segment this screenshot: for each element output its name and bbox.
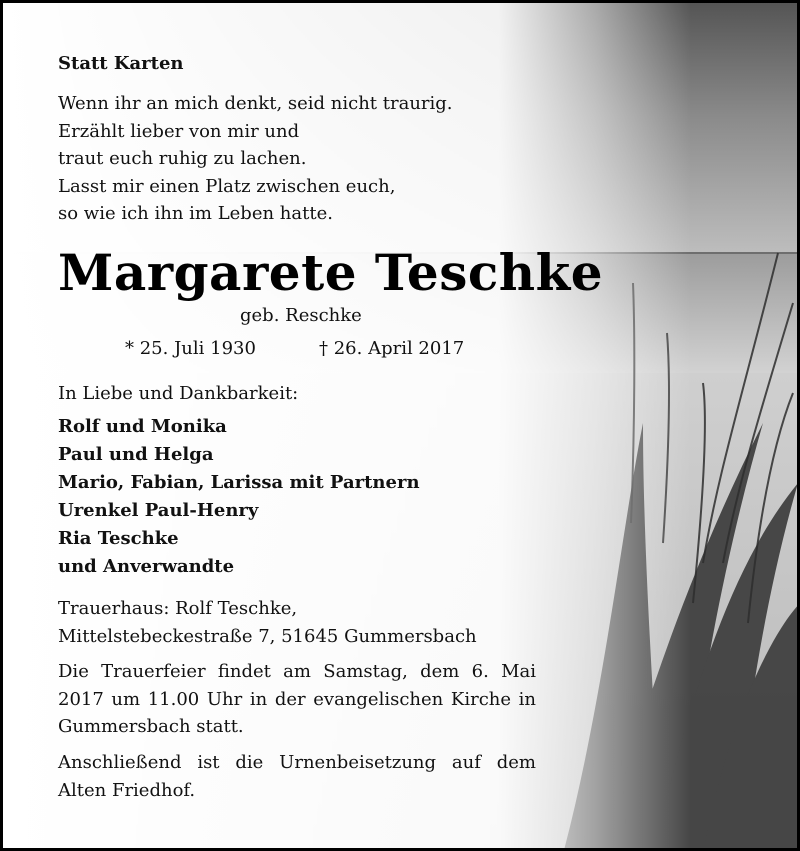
ceremony-notice: Die Trauerfeier findet am Samstag, dem 6. Mai 2017 um 11.00 Uhr in der evangelischen Kirche in Gummersbach statt. [58, 661, 536, 737]
mourner: Mario, Fabian, Larissa mit Partnern [58, 472, 420, 493]
mourner: Ria Teschke [58, 528, 179, 549]
mourner: Rolf und Monika [58, 416, 227, 437]
maiden-name: geb. Reschke [240, 305, 362, 326]
address-line: Trauerhaus: Rolf Teschke, [58, 598, 298, 619]
poem-line: traut euch ruhig zu lachen. [58, 148, 307, 169]
address-line: Mittelstebeckestraße 7, 51645 Gummersbach [58, 625, 477, 647]
mourning-address [58, 595, 477, 650]
poem-line: Erzählt lieber von mir und [58, 120, 300, 142]
poem-line: Lasst mir einen Platz zwischen euch, [58, 175, 396, 197]
burial-notice: Anschließend ist die Urnenbeisetzung auf dem Alten Friedhof. [58, 752, 536, 801]
mourner: Urenkel Paul-Henry [58, 500, 259, 521]
header-statt-karten: Statt Karten [58, 53, 184, 74]
birth-date: * 25. Juli 1930 [125, 338, 256, 359]
poem [58, 90, 453, 228]
deceased-name: Margarete Teschke [58, 243, 604, 302]
mourner: und Anverwandte [58, 556, 235, 577]
mourners-list [58, 413, 420, 581]
mourner: Paul und Helga [58, 444, 214, 465]
death-date: † 26. April 2017 [319, 338, 465, 359]
poem-line: Wenn ihr an mich denkt, seid nicht traurig. [58, 93, 453, 114]
poem-line: so wie ich ihn im Leben hatte. [58, 203, 333, 224]
mourners-intro: In Liebe und Dankbarkeit: [58, 383, 299, 404]
